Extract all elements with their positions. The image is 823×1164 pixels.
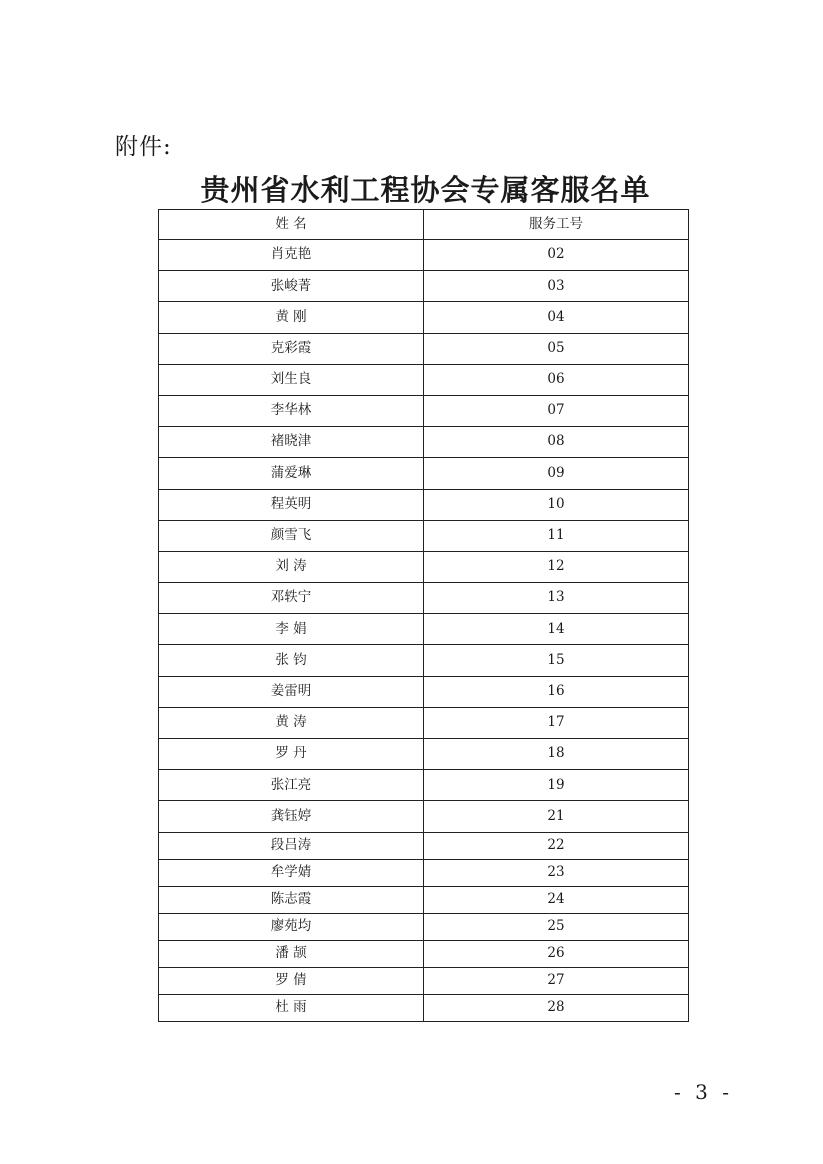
service-id: 25: [424, 913, 689, 940]
page-number: - 3 -: [674, 1080, 733, 1104]
staff-name: 张 钧: [159, 645, 424, 676]
document-title: 贵州省水利工程协会专属客服名单: [200, 173, 651, 207]
service-id: 10: [424, 489, 689, 520]
table-row: [159, 302, 689, 333]
table-row: [159, 271, 689, 302]
table-row: [159, 676, 689, 707]
service-id: 12: [424, 551, 689, 582]
service-id: 21: [424, 801, 689, 832]
table-row: [159, 886, 689, 913]
table-row: [159, 832, 689, 859]
service-id: 16: [424, 676, 689, 707]
table-row: [159, 395, 689, 426]
table-row: [159, 770, 689, 801]
header-service-id: 服务工号: [424, 210, 689, 240]
service-id: 14: [424, 614, 689, 645]
service-id: 07: [424, 395, 689, 426]
service-id: 09: [424, 458, 689, 489]
staff-name: 褚晓津: [159, 427, 424, 458]
table-row: [159, 583, 689, 614]
table-row: [159, 968, 689, 995]
table-row: [159, 614, 689, 645]
staff-name: 陈志霞: [159, 886, 424, 913]
staff-name: 刘生良: [159, 364, 424, 395]
staff-name: 黄 涛: [159, 707, 424, 738]
staff-name: 李华林: [159, 395, 424, 426]
table-row: [159, 427, 689, 458]
staff-name: 潘 颉: [159, 940, 424, 967]
service-id: 28: [424, 995, 689, 1022]
table-row: [159, 333, 689, 364]
staff-name: 肖克艳: [159, 240, 424, 271]
service-id: 13: [424, 583, 689, 614]
staff-name: 罗 倩: [159, 968, 424, 995]
service-id: 24: [424, 886, 689, 913]
service-id: 03: [424, 271, 689, 302]
staff-name: 李 娟: [159, 614, 424, 645]
table-row: [159, 859, 689, 886]
staff-name: 程英明: [159, 489, 424, 520]
staff-name: 牟学婧: [159, 859, 424, 886]
staff-name: 张峻菁: [159, 271, 424, 302]
service-id: 22: [424, 832, 689, 859]
service-id: 06: [424, 364, 689, 395]
staff-name: 杜 雨: [159, 995, 424, 1022]
table-row: [159, 240, 689, 271]
table-row: [159, 489, 689, 520]
service-id: 27: [424, 968, 689, 995]
attachment-label: 附件:: [115, 134, 172, 160]
service-id: 15: [424, 645, 689, 676]
staff-name: 段吕涛: [159, 832, 424, 859]
customer-service-table: [158, 209, 689, 1022]
service-id: 19: [424, 770, 689, 801]
staff-name: 刘 涛: [159, 551, 424, 582]
staff-name: 罗 丹: [159, 739, 424, 770]
service-id: 08: [424, 427, 689, 458]
table-row: [159, 913, 689, 940]
staff-name: 黄 刚: [159, 302, 424, 333]
staff-name: 颜雪飞: [159, 520, 424, 551]
header-name: 姓 名: [159, 210, 424, 240]
table-row: [159, 520, 689, 551]
table-row: [159, 707, 689, 738]
table-header-row: [159, 210, 689, 240]
table-row: [159, 458, 689, 489]
table-row: [159, 940, 689, 967]
staff-name: 张江亮: [159, 770, 424, 801]
staff-name: 克彩霞: [159, 333, 424, 364]
table-row: [159, 364, 689, 395]
service-id: 23: [424, 859, 689, 886]
staff-name: 姜雷明: [159, 676, 424, 707]
service-id: 02: [424, 240, 689, 271]
staff-name: 蒲爱琳: [159, 458, 424, 489]
staff-name: 廖苑均: [159, 913, 424, 940]
service-id: 17: [424, 707, 689, 738]
service-id: 26: [424, 940, 689, 967]
table-row: [159, 995, 689, 1022]
service-id: 05: [424, 333, 689, 364]
service-id: 18: [424, 739, 689, 770]
table-row: [159, 551, 689, 582]
table-row: [159, 739, 689, 770]
table-row: [159, 801, 689, 832]
service-id: 04: [424, 302, 689, 333]
staff-name: 邓轶宁: [159, 583, 424, 614]
staff-name: 龚钰婷: [159, 801, 424, 832]
table-row: [159, 645, 689, 676]
service-id: 11: [424, 520, 689, 551]
